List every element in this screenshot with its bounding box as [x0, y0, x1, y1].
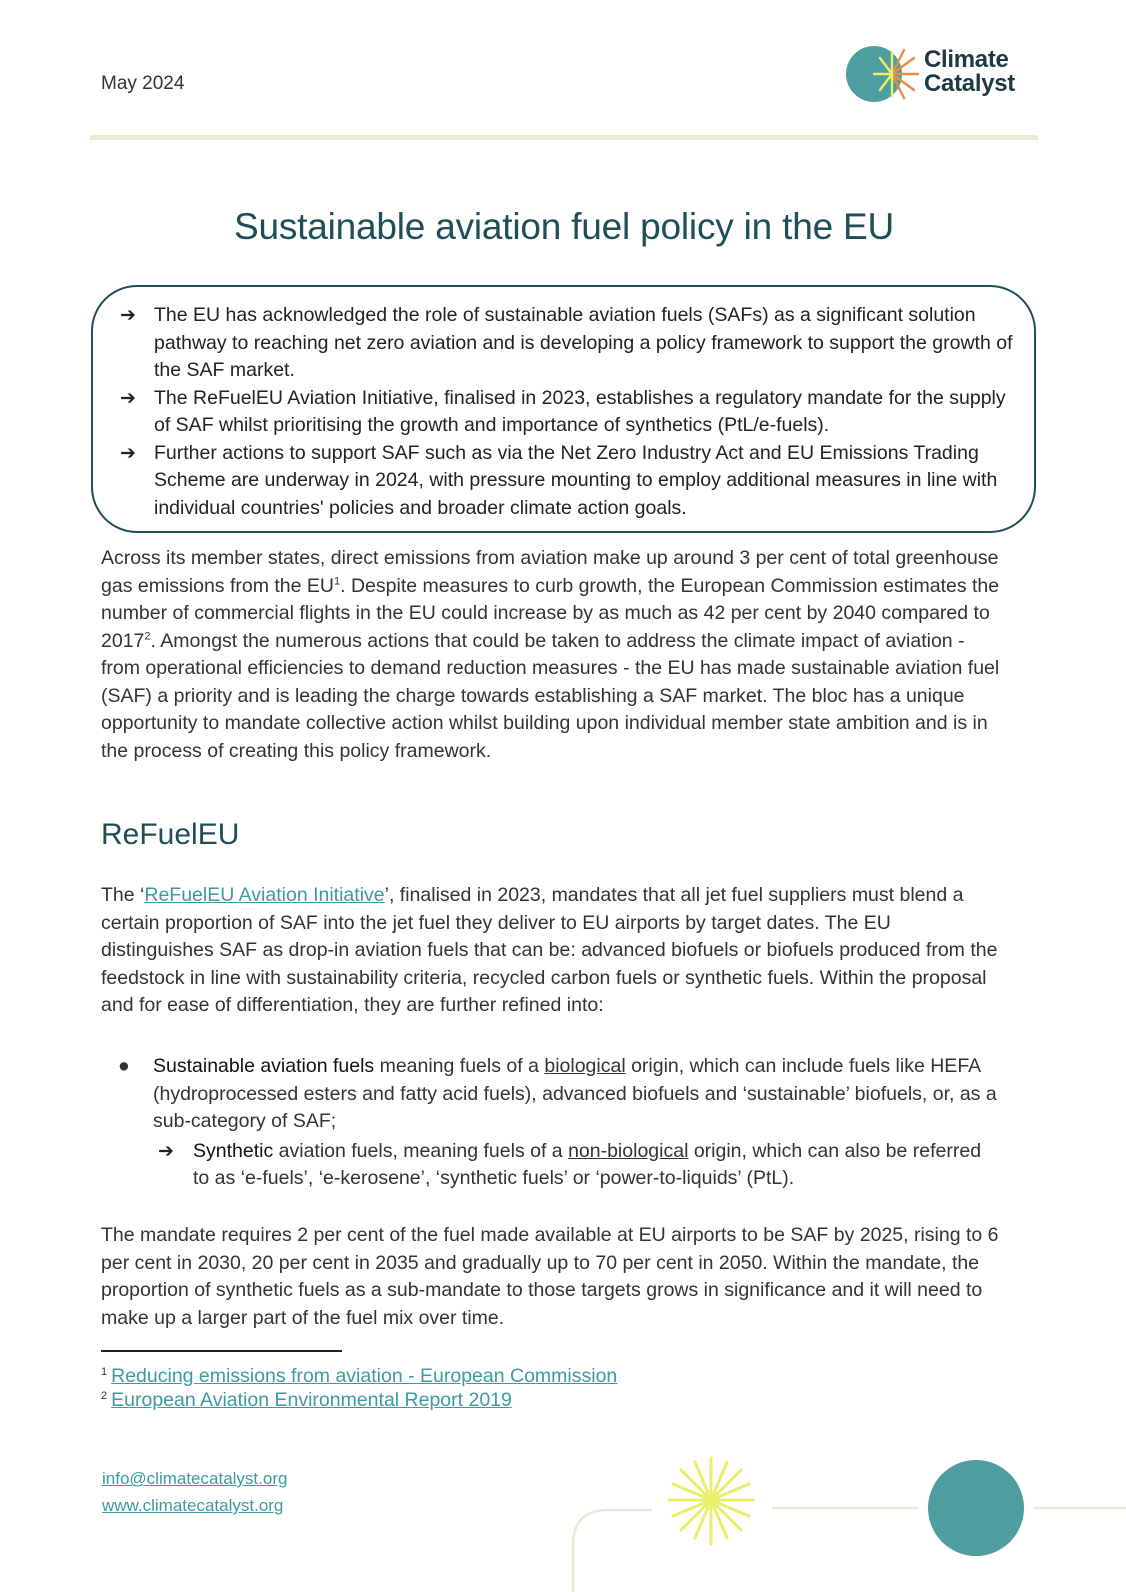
list-item-synthetic — [118, 1138, 998, 1193]
footnote-number: 2 — [101, 1389, 108, 1402]
mandate-paragraph: The mandate requires 2 per cent of the fuel made available at EU airports to be SAF by 2025, rising to 6 per cent in 2030, 20 per cent in 2035 and gradually up to 70 per cent in 2050. Within the mandate, the proportion of synthetic fuels as a sub-mandate to those targets grows in significance and it will need to make up a larger part of the fuel mix over time. — [101, 1224, 999, 1329]
logo-wordmark — [924, 48, 1015, 96]
summary-text: The ReFuelEU Aviation Initiative, finalised in 2023, establishes a regulatory mandate for the supply of SAF whilst prioritising the growth and importance of synthetics (PtL/e-fuels). — [154, 386, 1006, 436]
saf-text-1: meaning fuels of a — [374, 1055, 545, 1077]
climate-catalyst-logo — [846, 44, 1046, 104]
footnote-1 — [101, 1364, 617, 1388]
list-item-saf — [118, 1053, 998, 1136]
intro-paragraph — [101, 545, 1006, 765]
page-title: Sustainable aviation fuel policy in the EU — [233, 206, 895, 247]
summary-item — [120, 440, 1015, 523]
footnote-number: 1 — [101, 1365, 108, 1378]
intro-text-3: . Amongst the numerous actions that could be taken to address the climate impact of aviation - from operational efficiencies to demand reduction measures - the EU has made sustainable aviation fuel (SAF) a priority and is leading the charge towards establishing a SAF market. The bloc has a unique opportunity to mandate collective action whilst building upon individual member state ambition and is in the process of creating this policy framework. — [101, 629, 1000, 762]
footnote-link[interactable]: Reducing emissions from aviation - European Commission — [111, 1365, 618, 1387]
logo-line-1: Climate — [924, 46, 1009, 73]
document-date: May 2024 — [101, 73, 185, 94]
synthetic-text-1: aviation fuels, meaning fuels of a — [273, 1139, 569, 1162]
summary-item — [120, 385, 1015, 440]
footnote-ref-1[interactable]: 1 — [334, 575, 341, 587]
website-link[interactable]: www.climatecatalyst.org — [102, 1496, 284, 1515]
intro-text-2: . Despite measures to curb growth, the European Commission estimates the number of commercial flights in the EU could increase by as much as 42 per cent by 2040 compared to 2017 — [101, 574, 1000, 652]
refueleu-paragraph — [101, 882, 1006, 1020]
arrow-icon: ➔ — [158, 1140, 174, 1162]
footnote-2 — [101, 1388, 617, 1412]
bullet-icon: ● — [118, 1055, 130, 1077]
logo-burst-icon — [862, 44, 922, 104]
summary-text: Further actions to support SAF such as via the Net Zero Industry Act and EU Emissions Trading Scheme are underway in 2024, with pressure mounting to employ additional measures in line with individual countries' policies and broader climate action goals. — [154, 441, 998, 519]
term-synthetic: Synthetic — [193, 1139, 274, 1162]
refueleu-text-start: The ‘ — [101, 884, 145, 906]
refueleu-initiative-link[interactable]: ReFuelEU Aviation Initiative — [144, 884, 385, 906]
header-divider — [90, 135, 1038, 140]
summary-list — [120, 302, 1015, 522]
decorative-curve-line — [573, 1510, 652, 1592]
footnotes — [101, 1364, 617, 1412]
term-biological: biological — [544, 1055, 626, 1077]
term-saf: Sustainable aviation fuels — [153, 1055, 375, 1077]
arrow-icon: ➔ — [120, 387, 136, 409]
footnote-divider — [101, 1350, 342, 1352]
yellow-star-icon — [669, 1458, 753, 1544]
footnote-ref-2[interactable]: 2 — [144, 630, 151, 642]
logo-line-2: Catalyst — [924, 70, 1015, 97]
summary-item — [120, 302, 1015, 385]
contact-info — [102, 1465, 287, 1519]
section-heading-refueleu: ReFuelEU — [101, 818, 240, 851]
arrow-icon: ➔ — [120, 442, 136, 464]
synthetic-text-2: origin, which can also be referred to as ‘e-fuels’, ‘e-kerosene’, ‘synthetic fuels’ or ‘power-to-liquids’ (PtL). — [193, 1139, 982, 1189]
term-non-biological: non-biological — [568, 1139, 689, 1162]
summary-text: The EU has acknowledged the role of sustainable aviation fuels (SAFs) as a significant solution pathway to reaching net zero aviation and is developing a policy framework to support the growth of the SAF market. — [154, 304, 1013, 381]
fuel-types-list — [118, 1053, 998, 1193]
footnote-link[interactable]: European Aviation Environmental Report 2019 — [111, 1389, 512, 1411]
saf-text-2: origin, which can include fuels like HEFA (hydroprocessed esters and fatty acid fuels), advanced biofuels and ‘sustainable’ biofuels, or, as a sub-category of SAF; — [153, 1055, 997, 1132]
intro-text-1: Across its member states, direct emissions from aviation make up around 3 per cent of total greenhouse gas emissions from the EU — [101, 547, 999, 597]
email-link[interactable]: info@climatecatalyst.org — [102, 1469, 288, 1488]
decorative-circle — [928, 1460, 1024, 1556]
refueleu-text-rest: ’, finalised in 2023, mandates that all jet fuel suppliers must blend a certain proportion of SAF into the jet fuel they deliver to EU airports by target dates. The EU distinguishes SAF as drop-in aviation fuels that can be: advanced biofuels or biofuels produced from the feedstock in line with sustainability criteria, recycled carbon fuels or synthetic fuels. Within the proposal and for ease of differentiation, they are further refined into: — [101, 884, 998, 1016]
arrow-icon: ➔ — [120, 305, 136, 326]
